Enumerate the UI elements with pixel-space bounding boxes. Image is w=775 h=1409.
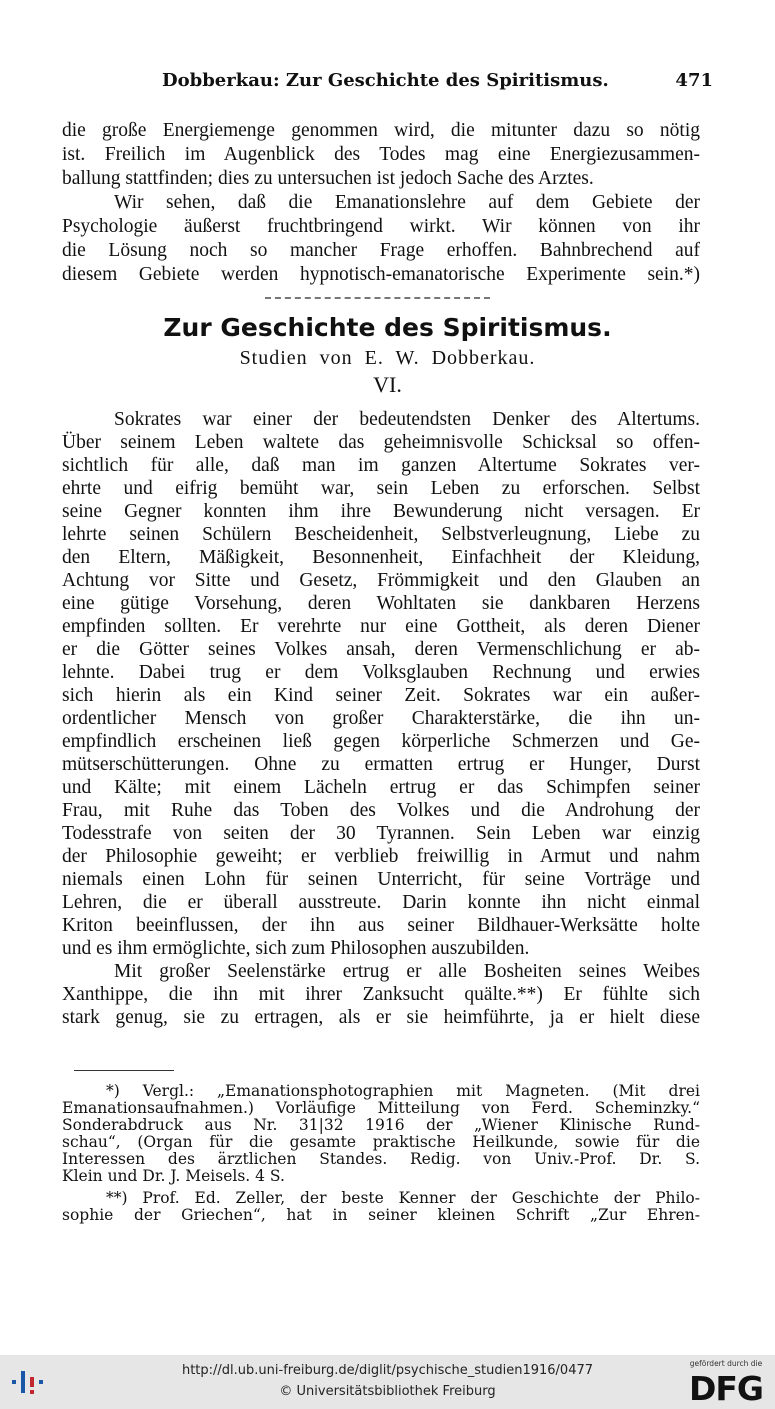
text-line: Wir sehen, daß die Emanationslehre auf dem Gebiete der xyxy=(114,192,700,213)
text-line: und Kälte; mit einem Lächeln ertrug er das Schimpfen seiner xyxy=(62,777,700,798)
text-line: die Lösung noch so mancher Frage erhoffen. Bahnbrechend auf xyxy=(62,240,700,261)
text-line: Todesstrafe von seiten der 30 Tyrannen. Sein Leben war einzig xyxy=(62,823,700,844)
viewer-footer xyxy=(0,1355,775,1409)
text-line: und es ihm ermöglichte, sich zum Philosophen auszubilden. xyxy=(62,938,530,959)
text-line: lehrte seinen Schülern Bescheidenheit, Selbstverleugnung, Liebe zu xyxy=(62,524,700,545)
article-subtitle: Studien von E. W. Dobberkau. xyxy=(239,347,536,369)
running-title: Dobberkau: Zur Geschichte des Spiritismus. xyxy=(162,70,609,91)
footnote-line: *) Vergl.: „Emanationsphotographien mit Magneten. (Mit drei xyxy=(106,1082,700,1100)
text-line: empfindlich erscheinen ließ gegen körperliche Schmerzen und Ge- xyxy=(62,731,700,752)
text-line: sich hierin als ein Kind seiner Zeit. Sokrates war ein außer- xyxy=(62,685,700,706)
copyright-text: © Universitätsbibliothek Freiburg xyxy=(279,1384,496,1399)
text-line: ballung stattfinden; dies zu untersuchen ist jedoch Sache des Arztes. xyxy=(62,168,594,189)
text-line: Lehren, die er überall ausstreute. Darin konnte ihn nicht einmal xyxy=(62,892,700,913)
text-line: Mit großer Seelenstärke ertrug er alle Bosheiten seines Weibes xyxy=(114,961,700,982)
footnote-line: sophie der Griechen“, hat in seiner kleinen Schrift „Zur Ehren- xyxy=(62,1206,700,1224)
text-line: mütserschütterungen. Ohne zu ermatten ertrug er Hunger, Durst xyxy=(62,754,700,775)
text-line: sichtlich für alle, daß man im ganzen Altertume Sokrates ver- xyxy=(62,455,700,476)
footnote-rule xyxy=(74,1070,174,1071)
text-line: Sokrates war einer der bedeutendsten Denker des Altertums. xyxy=(114,409,700,430)
footnote-line: schau“, (Organ für die gesamte praktische Heilkunde, sowie für die xyxy=(62,1133,700,1151)
text-line: Frau, mit Ruhe das Toben des Volkes und die Androhung der xyxy=(62,800,700,821)
text-line: Achtung vor Sitte und Gesetz, Frömmigkeit und den Glauben an xyxy=(62,570,700,591)
text-line: den Eltern, Mäßigkeit, Besonnenheit, Einfachheit der Kleidung, xyxy=(62,547,700,568)
footnote-line: Interessen des ärztlichen Standes. Redig. von Univ.-Prof. Dr. S. xyxy=(62,1150,700,1168)
dfg-caption: gefördert durch die xyxy=(689,1359,763,1368)
text-line: seine Gegner konnten ihm ihre Bewunderung nicht versagen. Er xyxy=(62,501,700,522)
footnote-line: Klein und Dr. J. Meisels. 4 S. xyxy=(62,1167,285,1185)
text-line: niemals einen Lohn für seinen Unterricht, für seine Vorträge und xyxy=(62,869,700,890)
section-divider xyxy=(265,297,490,301)
text-line: lehnte. Dabei trug er dem Volksglauben Rechnung und erwies xyxy=(62,662,700,683)
text-line: stark genug, sie zu ertragen, als er sie heimführte, ja er hielt diese xyxy=(62,1007,700,1028)
page-number: 471 xyxy=(675,70,713,91)
dfg-logo xyxy=(685,1359,767,1407)
dfg-logo-text: DFG xyxy=(688,1369,764,1408)
text-line: Xanthippe, die ihn mit ihrer Zanksucht quälte.**) Er fühlte sich xyxy=(62,984,700,1005)
text-line: ordentlicher Mensch von großer Charakterstärke, die ihn un- xyxy=(62,708,700,729)
article-title: Zur Geschichte des Spiritismus. xyxy=(163,313,612,342)
section-number: VI. xyxy=(373,372,402,397)
text-line: eine gütige Vorsehung, deren Wohltaten sie dankbaren Herzens xyxy=(62,593,700,614)
footnote-line: **) Prof. Ed. Zeller, der beste Kenner der Geschichte der Philo- xyxy=(106,1189,700,1207)
text-line: Kriton beeinflussen, der ihn aus seiner Bildhauer-Werksätte holte xyxy=(62,915,700,936)
text-line: diesem Gebiete werden hypnotisch-emanatorische Experimente sein.*) xyxy=(62,264,700,285)
text-line: empfinden sollten. Er verehrte nur eine Gottheit, als deren Diener xyxy=(62,616,700,637)
text-line: der Philosophie geweiht; er verblieb freiwillig in Armut und nahm xyxy=(62,846,700,867)
page-header xyxy=(62,70,713,100)
text-line: er die Götter seines Volkes ansah, deren Vermenschlichung er ab- xyxy=(62,639,700,660)
footnote-line: Emanationsaufnahmen.) Vorläufige Mitteilung von Ferd. Scheminzky.“ xyxy=(62,1099,700,1117)
text-line: Psychologie äußerst fruchtbringend wirkt. Wir können von ihr xyxy=(62,216,700,237)
source-url-link[interactable]: http://dl.ub.uni-freiburg.de/diglit/psychische_studien1916/0477 xyxy=(181,1363,594,1378)
text-line: ist. Freilich im Augenblick des Todes mag eine Energiezusammen- xyxy=(62,144,700,165)
text-line: ehrte und eifrig bemüht war, sein Leben zu erforschen. Selbst xyxy=(62,478,700,499)
footnote-line: Sonderabdruck aus Nr. 31|32 1916 der „Wiener Klinische Rund- xyxy=(62,1116,700,1134)
text-line: die große Energiemenge genommen wird, die mitunter dazu so nötig xyxy=(62,120,700,141)
text-line: Über seinem Leben waltete das geheimnisvolle Schicksal so offen- xyxy=(62,432,700,453)
